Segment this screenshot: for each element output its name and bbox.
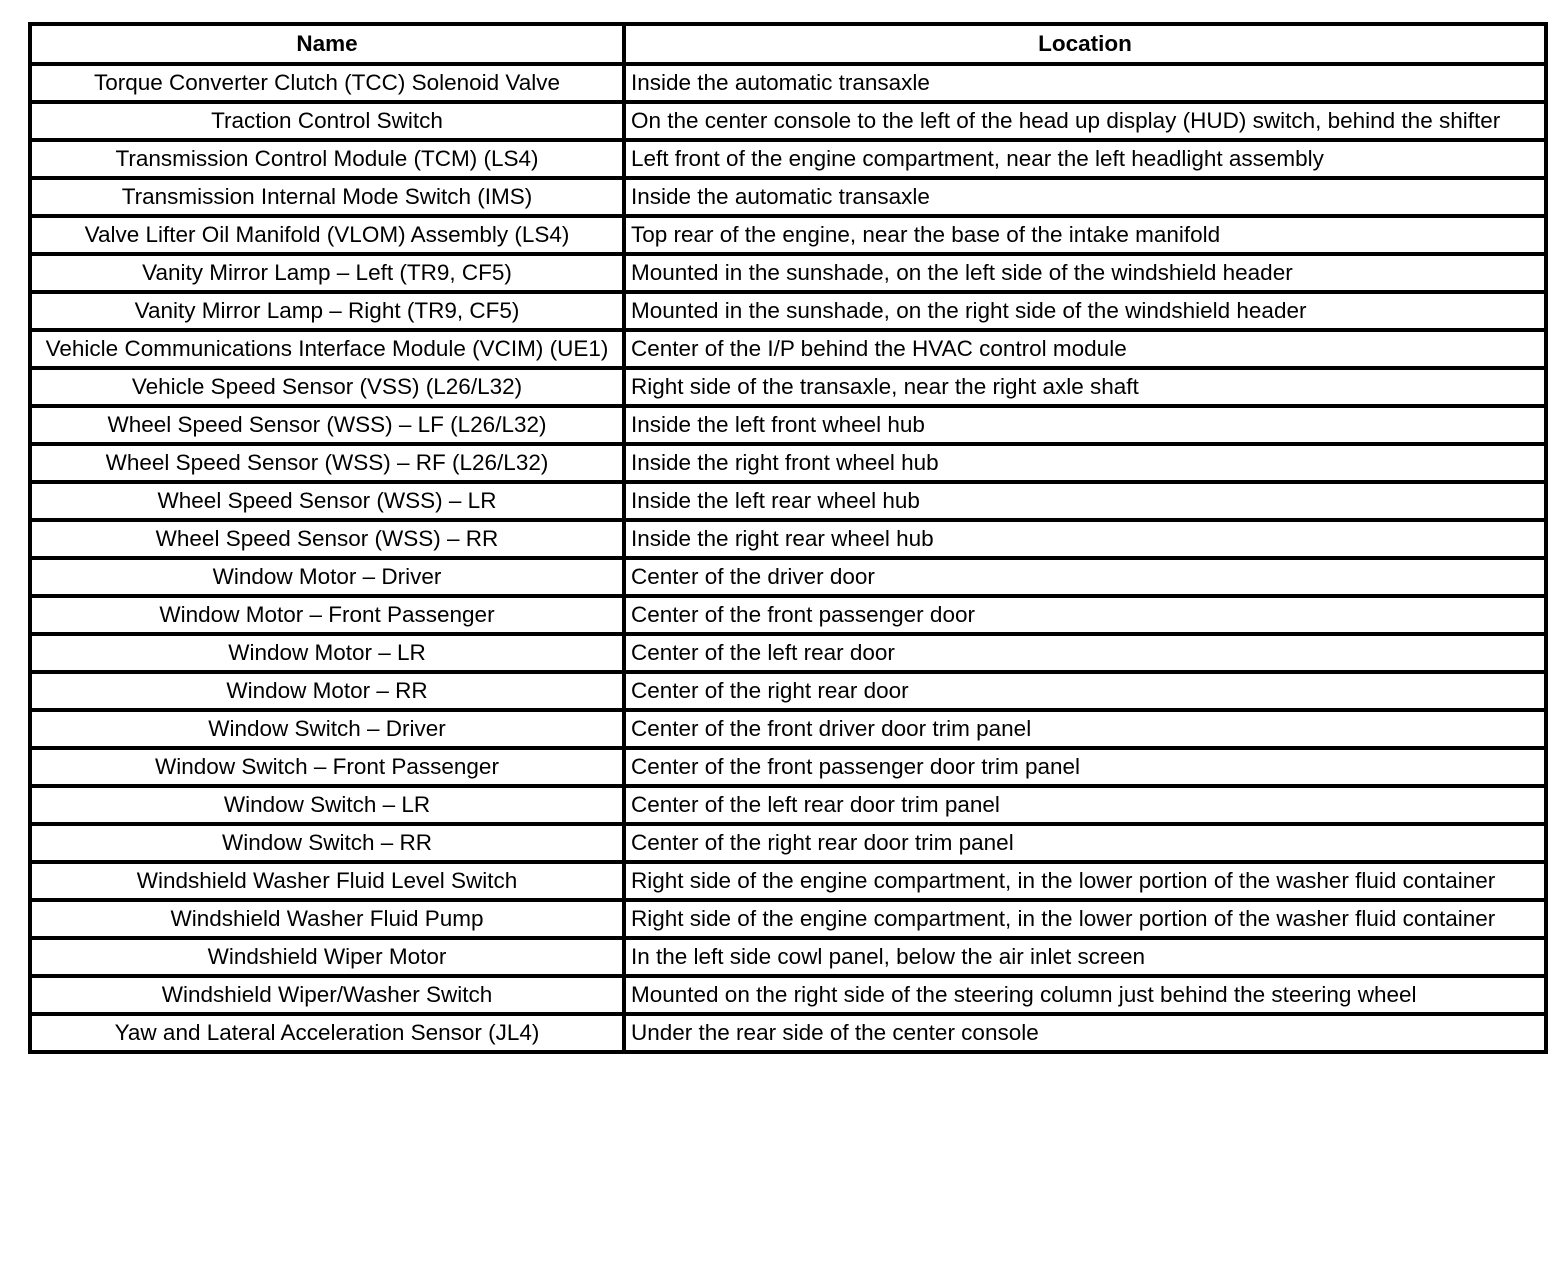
component-location-cell: Center of the front driver door trim panel <box>624 710 1546 748</box>
component-name-cell: Torque Converter Clutch (TCC) Solenoid Valve <box>30 64 624 102</box>
component-name-cell: Vehicle Speed Sensor (VSS) (L26/L32) <box>30 368 624 406</box>
component-name-cell: Transmission Control Module (TCM) (LS4) <box>30 140 624 178</box>
table-row <box>30 64 1546 102</box>
component-location-cell: Inside the right rear wheel hub <box>624 520 1546 558</box>
component-location-cell: Inside the automatic transaxle <box>624 178 1546 216</box>
table-row <box>30 748 1546 786</box>
component-location-cell: Left front of the engine compartment, near the left headlight assembly <box>624 140 1546 178</box>
component-name-cell: Wheel Speed Sensor (WSS) – RF (L26/L32) <box>30 444 624 482</box>
component-location-cell: Inside the left rear wheel hub <box>624 482 1546 520</box>
table-row <box>30 444 1546 482</box>
table-row <box>30 330 1546 368</box>
table-row <box>30 216 1546 254</box>
component-location-cell: Right side of the engine compartment, in the lower portion of the washer fluid container <box>624 900 1546 938</box>
table-row <box>30 406 1546 444</box>
component-location-cell: Center of the driver door <box>624 558 1546 596</box>
header-location: Location <box>624 24 1546 64</box>
component-name-cell: Window Switch – Front Passenger <box>30 748 624 786</box>
component-name-cell: Window Motor – RR <box>30 672 624 710</box>
component-name-cell: Vanity Mirror Lamp – Left (TR9, CF5) <box>30 254 624 292</box>
table-row <box>30 786 1546 824</box>
table-body <box>30 64 1546 1052</box>
component-location-cell: Inside the right front wheel hub <box>624 444 1546 482</box>
component-name-cell: Window Switch – LR <box>30 786 624 824</box>
component-name-cell: Windshield Washer Fluid Pump <box>30 900 624 938</box>
component-name-cell: Yaw and Lateral Acceleration Sensor (JL4) <box>30 1014 624 1052</box>
component-location-cell: Center of the right rear door <box>624 672 1546 710</box>
component-name-cell: Traction Control Switch <box>30 102 624 140</box>
component-location-cell: Right side of the transaxle, near the right axle shaft <box>624 368 1546 406</box>
component-location-cell: Mounted in the sunshade, on the right side of the windshield header <box>624 292 1546 330</box>
component-location-cell: Center of the left rear door trim panel <box>624 786 1546 824</box>
component-name-cell: Windshield Wiper/Washer Switch <box>30 976 624 1014</box>
component-name-cell: Windshield Washer Fluid Level Switch <box>30 862 624 900</box>
component-name-cell: Window Motor – Driver <box>30 558 624 596</box>
table-row <box>30 178 1546 216</box>
component-name-cell: Window Switch – Driver <box>30 710 624 748</box>
component-name-cell: Wheel Speed Sensor (WSS) – LF (L26/L32) <box>30 406 624 444</box>
component-location-cell: On the center console to the left of the head up display (HUD) switch, behind the shifter <box>624 102 1546 140</box>
component-name-cell: Wheel Speed Sensor (WSS) – RR <box>30 520 624 558</box>
document <box>28 22 1544 1054</box>
component-name-cell: Window Motor – Front Passenger <box>30 596 624 634</box>
component-location-cell: Center of the front passenger door trim panel <box>624 748 1546 786</box>
component-name-cell: Window Switch – RR <box>30 824 624 862</box>
table-row <box>30 976 1546 1014</box>
component-location-cell: Center of the left rear door <box>624 634 1546 672</box>
table-row <box>30 900 1546 938</box>
header-name: Name <box>30 24 624 64</box>
component-name-cell: Window Motor – LR <box>30 634 624 672</box>
component-location-cell: Right side of the engine compartment, in the lower portion of the washer fluid container <box>624 862 1546 900</box>
table-header-row <box>30 24 1546 64</box>
component-location-cell: Center of the front passenger door <box>624 596 1546 634</box>
table-row <box>30 368 1546 406</box>
component-name-cell: Vehicle Communications Interface Module (VCIM) (UE1) <box>30 330 624 368</box>
table-row <box>30 520 1546 558</box>
component-location-cell: Mounted in the sunshade, on the left side of the windshield header <box>624 254 1546 292</box>
table-row <box>30 824 1546 862</box>
component-location-cell: Center of the I/P behind the HVAC control module <box>624 330 1546 368</box>
table-row <box>30 596 1546 634</box>
component-name-cell: Vanity Mirror Lamp – Right (TR9, CF5) <box>30 292 624 330</box>
component-location-cell: Top rear of the engine, near the base of the intake manifold <box>624 216 1546 254</box>
table-row <box>30 254 1546 292</box>
component-location-cell: In the left side cowl panel, below the air inlet screen <box>624 938 1546 976</box>
component-name-cell: Transmission Internal Mode Switch (IMS) <box>30 178 624 216</box>
table-row <box>30 1014 1546 1052</box>
table-row <box>30 938 1546 976</box>
component-name-cell: Wheel Speed Sensor (WSS) – LR <box>30 482 624 520</box>
component-location-cell: Center of the right rear door trim panel <box>624 824 1546 862</box>
table-row <box>30 558 1546 596</box>
component-location-table <box>28 22 1548 1054</box>
component-location-cell: Inside the left front wheel hub <box>624 406 1546 444</box>
table-row <box>30 140 1546 178</box>
component-location-cell: Inside the automatic transaxle <box>624 64 1546 102</box>
table-row <box>30 710 1546 748</box>
table-row <box>30 634 1546 672</box>
table-row <box>30 672 1546 710</box>
table-row <box>30 292 1546 330</box>
component-location-cell: Mounted on the right side of the steering column just behind the steering wheel <box>624 976 1546 1014</box>
table-row <box>30 102 1546 140</box>
table-row <box>30 482 1546 520</box>
component-name-cell: Valve Lifter Oil Manifold (VLOM) Assembly (LS4) <box>30 216 624 254</box>
component-name-cell: Windshield Wiper Motor <box>30 938 624 976</box>
component-location-cell: Under the rear side of the center console <box>624 1014 1546 1052</box>
table-row <box>30 862 1546 900</box>
